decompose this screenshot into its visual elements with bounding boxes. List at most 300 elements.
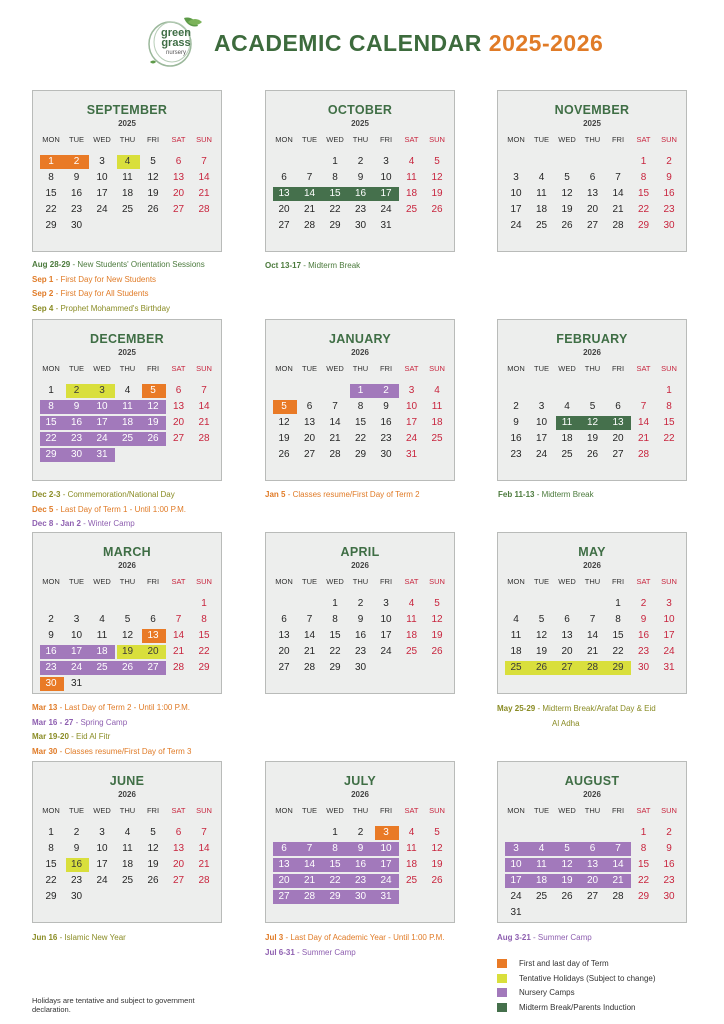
week-row — [39, 826, 217, 840]
day-cell: 9 — [513, 417, 519, 428]
day-cell: 29 — [612, 662, 624, 673]
day-cell: 29 — [45, 891, 57, 902]
day-cell: 12 — [535, 630, 548, 641]
week-row — [272, 826, 450, 840]
note-separator: - — [285, 490, 293, 499]
note-separator: - — [57, 746, 65, 756]
month-year: 2026 — [583, 348, 601, 357]
note-date: Dec 8 - Jan 2 — [32, 519, 81, 528]
day-cell: 8 — [640, 172, 647, 183]
weekday-sun: SUN — [196, 806, 212, 815]
note-date: Aug 28-29 — [32, 260, 71, 269]
day-cell: 17 — [96, 859, 108, 870]
month-name: NOVEMBER — [554, 103, 630, 117]
week-row — [39, 645, 217, 659]
day-cell: 30 — [354, 220, 367, 231]
day-cell: 7 — [640, 401, 647, 412]
weekday-wed: WED — [93, 364, 111, 373]
note-text: Midterm Break — [541, 490, 594, 499]
week-row — [39, 597, 217, 611]
day-cell: 15 — [637, 859, 650, 870]
day-cell: 8 — [640, 843, 647, 854]
day-cell: 5 — [150, 385, 156, 396]
day-cell: 16 — [70, 859, 83, 870]
weekday-wed: WED — [558, 577, 576, 586]
note-separator: - — [57, 933, 65, 942]
weekday-tue: TUE — [534, 135, 549, 144]
day-cell: 8 — [666, 401, 672, 412]
weekday-thu: THU — [584, 577, 601, 586]
day-cell: 25 — [431, 433, 443, 444]
month-year: 2026 — [583, 561, 601, 570]
day-cell: 1 — [201, 598, 207, 609]
day-cell: 18 — [535, 875, 548, 886]
day-cell: 31 — [380, 891, 392, 902]
day-cell: 1 — [48, 156, 54, 167]
weekday-sun: SUN — [661, 135, 677, 144]
day-cell: 2 — [383, 385, 389, 396]
day-cell: 11 — [96, 630, 108, 641]
weekday-sun: SUN — [429, 135, 445, 144]
day-cell: 16 — [354, 859, 367, 870]
note-text: Summer Camp — [301, 947, 356, 957]
day-cell: 14 — [586, 630, 599, 641]
weekday-header — [39, 133, 217, 147]
weekday-tue: TUE — [534, 577, 549, 586]
day-cell: 18 — [121, 188, 134, 199]
day-cell: 20 — [586, 204, 599, 215]
day-cell: 18 — [405, 188, 418, 199]
month-name: FEBRUARY — [556, 332, 628, 346]
weekday-wed: WED — [326, 135, 344, 144]
day-cell: 2 — [357, 598, 364, 609]
day-cell: 19 — [561, 875, 573, 886]
page-header — [0, 0, 724, 80]
day-cell: 20 — [612, 433, 624, 444]
day-cell: 20 — [303, 433, 316, 444]
month-year: 2025 — [583, 119, 601, 128]
day-cell: 11 — [122, 843, 133, 854]
day-cell: 17 — [510, 875, 522, 886]
day-cell: 7 — [201, 827, 207, 838]
day-cell: 25 — [121, 875, 134, 886]
weekday-fri: FRI — [379, 135, 393, 144]
legend-label: Midterm Break/Parents Induction — [519, 1002, 636, 1012]
legend-swatch — [497, 1003, 507, 1012]
note-separator: - — [283, 933, 291, 942]
week-row — [39, 661, 217, 675]
day-cell: 21 — [198, 188, 210, 199]
weekday-tue: TUE — [69, 806, 84, 815]
day-cell: 5 — [124, 614, 131, 625]
weekday-tue: TUE — [302, 135, 317, 144]
day-cell: 28 — [198, 875, 210, 886]
day-cell: 4 — [408, 598, 415, 609]
day-cell: 15 — [45, 859, 57, 870]
day-cell: 8 — [48, 843, 54, 854]
day-cell: 25 — [535, 220, 548, 231]
day-cell: 25 — [405, 875, 418, 886]
day-cell: 14 — [612, 859, 624, 870]
month-name: APRIL — [340, 545, 380, 559]
day-cell: 15 — [354, 417, 367, 428]
day-cell: 26 — [535, 662, 548, 673]
day-cell: 5 — [150, 827, 156, 838]
note-separator: - — [53, 274, 61, 284]
month-year: 2026 — [583, 790, 601, 799]
note-separator: - — [73, 717, 81, 727]
day-cell: 10 — [96, 401, 108, 412]
day-cell: 17 — [510, 204, 522, 215]
week-row — [504, 858, 682, 872]
day-cell: 13 — [586, 188, 599, 199]
day-cell: 20 — [147, 646, 159, 657]
day-cell: 12 — [431, 843, 443, 854]
day-cell: 21 — [612, 204, 624, 215]
week-row — [272, 219, 450, 233]
day-cell: 29 — [637, 891, 650, 902]
day-cell: 13 — [147, 630, 159, 641]
note-item — [32, 703, 190, 712]
day-cell: 19 — [278, 433, 290, 444]
weekday-wed: WED — [93, 577, 111, 586]
day-cell: 16 — [663, 859, 675, 870]
week-row — [272, 171, 450, 185]
day-cell: 10 — [96, 843, 108, 854]
week-row — [504, 155, 682, 169]
note-text: Islamic New Year — [64, 933, 126, 942]
day-cell: 31 — [663, 662, 675, 673]
month-july — [265, 761, 455, 923]
day-cell: 4 — [408, 827, 415, 838]
day-cell: 28 — [329, 449, 341, 460]
weekday-tue: TUE — [69, 135, 84, 144]
day-cell: 10 — [535, 417, 548, 428]
day-cell: 11 — [510, 630, 522, 641]
week-row — [272, 400, 450, 414]
day-cell: 12 — [147, 401, 159, 412]
legend-label: Tentative Holidays (Subject to change) — [519, 973, 656, 983]
day-cell: 1 — [615, 598, 621, 609]
day-cell: 2 — [640, 598, 647, 609]
day-cell: 4 — [538, 172, 545, 183]
note-date: Jul 6-31 — [265, 947, 295, 957]
weekday-header — [504, 804, 682, 818]
weekday-fri: FRI — [379, 806, 393, 815]
day-cell: 9 — [383, 401, 389, 412]
weekday-thu: THU — [119, 135, 136, 144]
day-cell: 28 — [198, 433, 210, 444]
note-text: New Students' Orientation Sessions — [77, 260, 205, 269]
note-date: Mar 13 — [32, 703, 58, 712]
weekday-wed: WED — [93, 135, 111, 144]
note-item — [265, 490, 420, 499]
day-cell: 6 — [150, 614, 156, 625]
note-item — [498, 490, 594, 499]
day-cell: 29 — [329, 662, 341, 673]
day-cell: 26 — [431, 646, 443, 657]
day-cell: 23 — [45, 662, 57, 673]
day-cell: 10 — [663, 614, 675, 625]
day-cell: 7 — [332, 401, 338, 412]
note-date: Mar 30 — [32, 746, 58, 756]
legend-label: Nursery Camps — [519, 988, 575, 997]
day-cell: 14 — [303, 188, 316, 199]
weekday-sat: SAT — [404, 577, 419, 586]
note-date: Jul 3 — [265, 933, 284, 942]
day-cell: 4 — [513, 614, 519, 625]
day-cell: 20 — [278, 204, 290, 215]
day-cell: 22 — [354, 433, 367, 444]
weekday-sun: SUN — [196, 364, 212, 373]
day-cell: 24 — [380, 204, 392, 215]
note-text: Last Day of Term 2 - Until 1:00 P.M. — [64, 703, 191, 712]
title-year: 2025-2026 — [488, 30, 604, 56]
week-row — [39, 677, 217, 691]
week-row — [39, 613, 217, 627]
day-cell: 21 — [329, 433, 341, 444]
note-text: Classes resume/First Day of Term 3 — [64, 746, 192, 756]
note-item — [32, 933, 126, 942]
week-row — [504, 629, 682, 643]
week-row — [272, 416, 450, 430]
month-october — [265, 90, 455, 252]
week-row — [504, 384, 682, 398]
week-row — [504, 906, 682, 920]
week-row — [272, 613, 450, 627]
month-year: 2026 — [351, 348, 369, 357]
day-cell: 28 — [303, 662, 316, 673]
weekday-mon: MON — [507, 364, 525, 373]
day-cell: 3 — [383, 827, 389, 838]
day-cell: 30 — [45, 678, 57, 689]
day-cell: 12 — [431, 614, 443, 625]
day-cell: 19 — [431, 859, 443, 870]
note-date: Sep 1 — [32, 274, 54, 284]
day-cell: 18 — [96, 646, 108, 657]
day-cell: 8 — [48, 401, 54, 412]
day-cell: 11 — [536, 859, 547, 870]
note-item — [32, 505, 186, 514]
day-cell: 14 — [198, 843, 210, 854]
weekday-sun: SUN — [661, 577, 677, 586]
day-cell: 26 — [561, 220, 573, 231]
day-cell: 20 — [278, 875, 290, 886]
weekday-fri: FRI — [379, 577, 393, 586]
day-cell: 30 — [354, 662, 367, 673]
day-cell: 2 — [48, 614, 54, 625]
day-cell: 6 — [281, 843, 287, 854]
day-cell: 20 — [172, 859, 185, 870]
note-item — [497, 704, 656, 713]
month-year: 2026 — [351, 790, 369, 799]
weekday-mon: MON — [42, 806, 60, 815]
day-cell: 18 — [405, 630, 418, 641]
weekday-thu: THU — [119, 577, 136, 586]
week-row — [39, 219, 217, 233]
day-cell: 20 — [172, 417, 185, 428]
day-cell: 14 — [172, 630, 185, 641]
day-cell: 11 — [406, 843, 417, 854]
weekday-header — [504, 575, 682, 589]
day-cell: 4 — [124, 385, 131, 396]
week-row — [39, 416, 217, 430]
day-cell: 26 — [121, 662, 134, 673]
day-cell: 4 — [99, 614, 105, 625]
weekday-wed: WED — [558, 135, 576, 144]
week-row — [39, 203, 217, 217]
week-row — [504, 613, 682, 627]
month-november — [497, 90, 687, 252]
weekday-thu: THU — [119, 806, 136, 815]
day-cell: 31 — [96, 449, 108, 460]
day-cell: 13 — [172, 172, 185, 183]
day-cell: 4 — [564, 401, 570, 412]
note-text-continued: Al Adha — [552, 718, 580, 728]
day-cell: 7 — [201, 385, 207, 396]
day-cell: 12 — [147, 843, 159, 854]
month-april — [265, 532, 455, 694]
day-cell: 14 — [329, 417, 341, 428]
day-cell: 19 — [121, 646, 134, 657]
logo-text-grass: grass — [161, 37, 191, 49]
day-cell: 23 — [354, 646, 367, 657]
day-cell: 13 — [278, 630, 290, 641]
day-cell: 3 — [538, 401, 545, 412]
day-cell: 24 — [96, 433, 108, 444]
day-cell: 14 — [198, 401, 210, 412]
note-separator: - — [530, 933, 538, 942]
day-cell: 25 — [510, 662, 522, 673]
day-cell: 15 — [637, 188, 650, 199]
day-cell: 12 — [561, 859, 573, 870]
day-cell: 27 — [278, 891, 290, 902]
month-september — [32, 90, 222, 252]
note-item — [32, 732, 110, 741]
logo — [146, 14, 210, 70]
weekday-thu: THU — [584, 135, 601, 144]
day-cell: 28 — [612, 891, 624, 902]
weekday-tue: TUE — [69, 364, 84, 373]
week-row — [39, 448, 217, 462]
note-item — [32, 747, 191, 756]
weekday-sun: SUN — [429, 577, 445, 586]
week-row — [39, 171, 217, 185]
day-cell: 23 — [380, 433, 392, 444]
day-cell: 19 — [431, 630, 443, 641]
day-cell: 25 — [121, 204, 134, 215]
day-cell: 12 — [561, 188, 573, 199]
day-cell: 15 — [45, 417, 57, 428]
note-item — [32, 490, 175, 499]
day-cell: 3 — [383, 156, 389, 167]
note-separator: - — [53, 504, 61, 514]
month-name: MAY — [578, 545, 606, 559]
month-august — [497, 761, 687, 923]
day-cell: 29 — [354, 449, 367, 460]
note-text: Classes resume/First Day of Term 2 — [292, 490, 420, 499]
note-date: Feb 11-13 — [498, 490, 535, 499]
month-june — [32, 761, 222, 923]
day-cell: 2 — [73, 385, 80, 396]
week-row — [272, 858, 450, 872]
day-cell: 23 — [663, 204, 675, 215]
day-cell: 21 — [198, 859, 210, 870]
note-date: Sep 2 — [32, 289, 54, 298]
day-cell: 11 — [431, 401, 443, 412]
day-cell: 19 — [535, 646, 548, 657]
logo-text-green: green — [161, 27, 191, 39]
week-row — [272, 597, 450, 611]
day-cell: 1 — [666, 385, 672, 396]
note-separator: - — [534, 490, 542, 499]
day-cell: 6 — [589, 843, 596, 854]
weekday-thu: THU — [119, 364, 136, 373]
day-cell: 6 — [615, 401, 621, 412]
day-cell: 18 — [121, 859, 134, 870]
day-cell: 18 — [431, 417, 443, 428]
day-cell: 4 — [538, 843, 545, 854]
weekday-header — [504, 133, 682, 147]
weekday-mon: MON — [507, 135, 525, 144]
day-cell: 27 — [612, 449, 624, 460]
note-text: Last Day of Term 1 - Until 1:00 P.M. — [60, 504, 187, 514]
day-cell: 5 — [538, 614, 545, 625]
day-cell: 18 — [510, 646, 522, 657]
day-cell: 21 — [586, 646, 599, 657]
day-cell: 31 — [405, 449, 418, 460]
month-name: SEPTEMBER — [86, 103, 168, 117]
day-cell: 31 — [70, 678, 83, 689]
weekday-sat: SAT — [636, 806, 651, 815]
day-cell: 27 — [561, 662, 573, 673]
day-cell: 25 — [405, 646, 418, 657]
week-row — [272, 432, 450, 446]
day-cell: 15 — [45, 188, 57, 199]
day-cell: 17 — [380, 859, 392, 870]
weekday-wed: WED — [558, 364, 576, 373]
day-cell: 27 — [172, 875, 185, 886]
week-row — [272, 661, 450, 675]
week-row — [272, 874, 450, 888]
day-cell: 22 — [45, 433, 57, 444]
weekday-thu: THU — [352, 806, 369, 815]
week-row — [272, 203, 450, 217]
day-cell: 22 — [329, 875, 341, 886]
day-cell: 17 — [96, 188, 108, 199]
day-cell: 26 — [147, 875, 159, 886]
week-row — [39, 187, 217, 201]
title-main: ACADEMIC CALENDAR — [214, 30, 482, 56]
day-cell: 2 — [73, 827, 80, 838]
day-cell: 21 — [303, 646, 316, 657]
weekday-tue: TUE — [302, 577, 317, 586]
note-text: First Day for All Students — [60, 289, 149, 298]
day-cell: 22 — [45, 204, 57, 215]
weekday-mon: MON — [507, 577, 525, 586]
note-item — [32, 718, 127, 727]
day-cell: 26 — [147, 433, 159, 444]
week-row — [504, 448, 682, 462]
note-text: Last Day of Academic Year - Until 1:00 P.M. — [290, 933, 445, 942]
weekday-tue: TUE — [69, 577, 84, 586]
weekday-thu: THU — [584, 806, 601, 815]
day-cell: 5 — [281, 401, 287, 412]
day-cell: 22 — [637, 875, 650, 886]
legend-swatch — [497, 988, 507, 997]
day-cell: 14 — [303, 859, 316, 870]
weekday-header — [504, 362, 682, 376]
